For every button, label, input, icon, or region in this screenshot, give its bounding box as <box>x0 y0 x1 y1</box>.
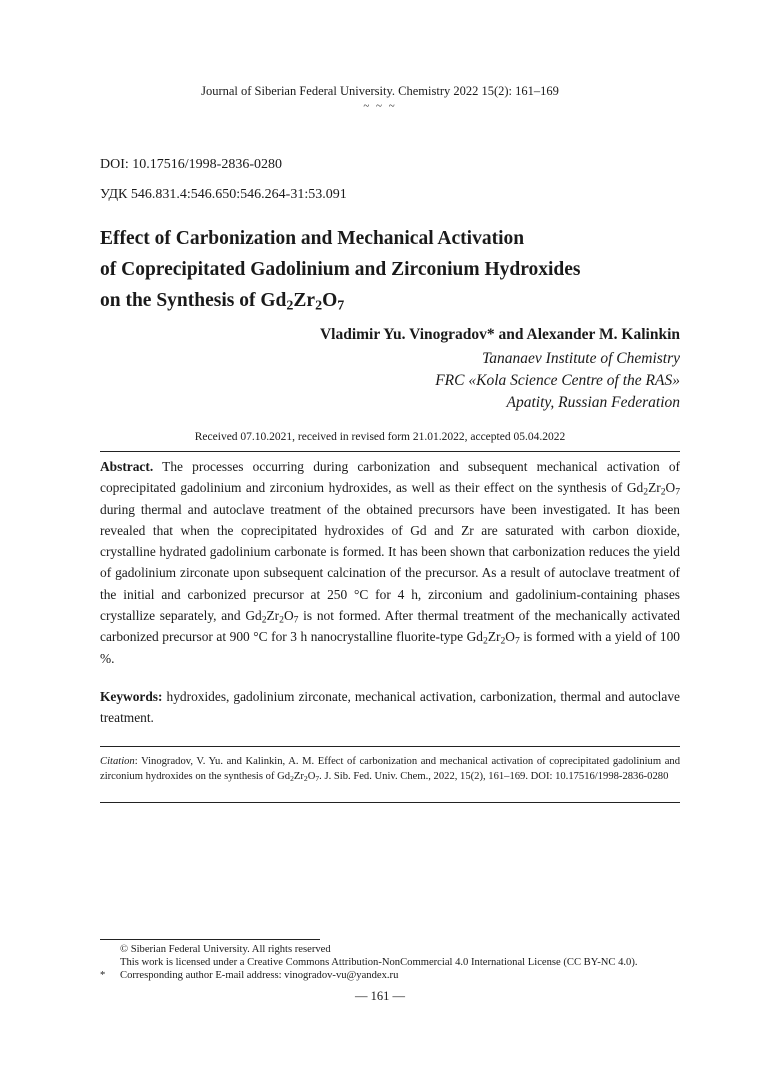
citation-label: Citation <box>100 756 135 767</box>
divider <box>100 451 680 452</box>
affiliation-line-2: FRC «Kola Science Centre of the RAS» <box>435 372 680 389</box>
formula: $Gd_2Zr_2O_7$ <box>245 608 299 626</box>
title-line-2: of Coprecipitated Gadolinium and Zirconium Hydroxides <box>100 259 581 280</box>
affiliation-line-1: Tananaev Institute of Chemistry <box>482 350 680 367</box>
authors: Vladimir Yu. Vinogradov* and Alexander M. Kalinkin <box>319 326 680 343</box>
received-dates: Received 07.10.2021, received in revised form 21.01.2022, accepted 05.04.2022 <box>194 431 566 443</box>
page-number: — 161 — <box>355 989 405 1003</box>
keywords: Keywords: hydroxides, gadolinium zirconate, mechanical activation, carbonization, thermal and autoclave treatment. <box>100 689 680 726</box>
footnote-copyright: © Siberian Federal University. All rights reserved <box>120 944 331 955</box>
footnote-corresponding: * Corresponding author E-mail address: vinogradov-vu@yandex.ru <box>100 970 399 981</box>
citation: Citation: Vinogradov, V. Yu. and Kalinkin, A. M. Effect of carbonization and mechanical activation of coprecipitated gadolinium and zirconium hydroxides on the synthesis of $Gd_2Zr_2O_7$. J. Sib. Fed. Univ. Chem., 2022, 15(2), 161–169. DOI: 10.17516/1998-2836-0280 <box>100 756 680 783</box>
divider <box>100 802 680 803</box>
formula: $Gd_2Zr_2O_7$ <box>626 480 680 498</box>
footnote-license: This work is licensed under a Creative Commons Attribution-NonCommercial 4.0 International License (CC BY-NC 4.0). <box>120 957 638 968</box>
title-formula: $Gd_2Zr_2O_7$ <box>260 290 345 314</box>
doi-line: DOI: 10.17516/1998-2836-0280 <box>100 157 282 172</box>
affiliation <box>100 348 680 414</box>
udk-line: УДК 546.831.4:546.650:546.264-31:53.091 <box>100 187 347 202</box>
divider <box>100 746 680 747</box>
title-line-3: on the Synthesis of $Gd_2Zr_2O_7$ <box>100 290 345 314</box>
abstract: Abstract. The processes occurring during carbonization and subsequent mechanical activation of coprecipitated gadolinium and zirconium hydroxides, as well as their effect on the synthesis of $Gd_2Zr_2O_7$ during thermal and autoclave treatment of the obtained precursors have been investigated. It has been revealed that when the coprecipitated hydroxides of Gd and Zr are saturated with carbon dioxide, crystalline hydrated gadolinium carbonate is formed. It has been shown that carbonization reduces the yield of gadolinium zirconate upon subsequent calcination of the precursor. As a result of autoclave treatment of the initial and carbonized precursor at 250 °C for 4 h, zirconium and gadolinium-containing phases crystallize separately, and $Gd_2Zr_2O_7$ is not formed. After thermal treatment of the mechanically activated carbonized precursor at 900 °C for 3 h nanocrystalline fluorite-type $Gd_2Zr_2O_7$ is formed with a yield of 100 %. <box>100 459 680 666</box>
affiliation-line-3: Apatity, Russian Federation <box>506 394 680 411</box>
abstract-label: Abstract. <box>100 459 154 474</box>
keywords-label: Keywords: <box>100 689 163 704</box>
formula: $Gd_2Zr_2O_7$ <box>277 770 320 783</box>
footnote-divider <box>100 939 320 940</box>
journal-header: Journal of Siberian Federal University. Chemistry 2022 15(2): 161–169 <box>201 84 559 98</box>
article-title <box>100 223 680 316</box>
header-ornament: ~ ~ ~ <box>363 100 397 112</box>
formula: $Gd_2Zr_2O_7$ <box>466 629 520 647</box>
title-line-1: Effect of Carbonization and Mechanical Activation <box>100 228 525 249</box>
